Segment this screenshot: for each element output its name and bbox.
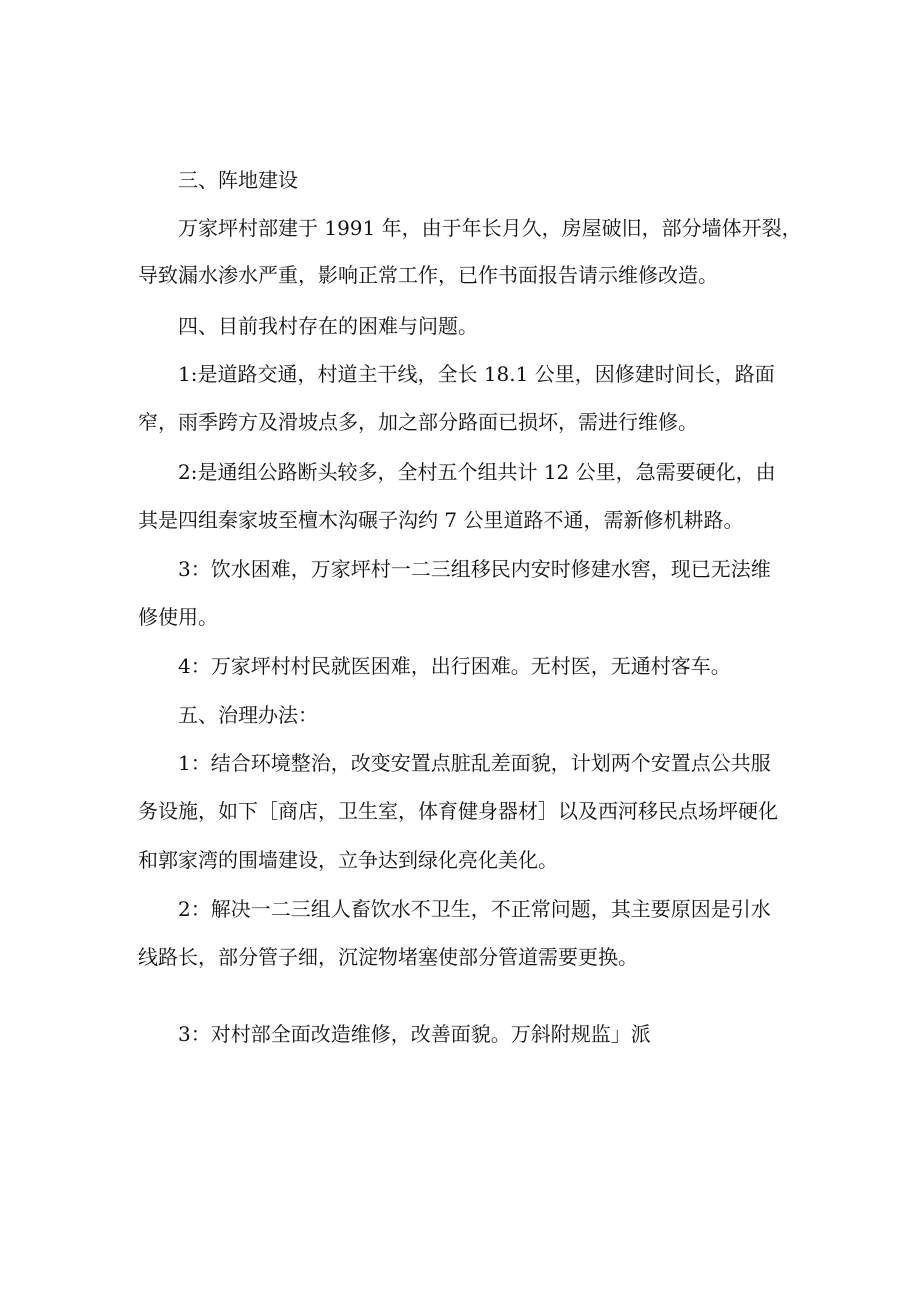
section-heading-4: 四、目前我村存在的困难与问题。 [178,314,478,338]
paragraph-line: 2：解决一二三组人畜饮水不卫生，不正常问题，其主要原因是引水 [178,897,771,921]
section-heading-3: 三、阵地建设 [178,168,298,192]
paragraph-line: 务设施，如下［商店，卫生室，体育健身器材］以及西河移民点场坪硬化 [138,799,778,823]
paragraph-line: 修使用。 [138,605,218,629]
paragraph-line: 万家坪村部建于 1991 年，由于年长月久，房屋破旧，部分墙体开裂， [178,216,802,240]
section-heading-5: 五、治理办法： [178,703,318,727]
paragraph-line: 3：对村部全面改造维修，改善面貌。万斜附规监」派 [178,1022,651,1046]
paragraph-line: 3：饮水困难，万家坪村一二三组移民内安时修建水窖，现已无法维 [178,557,771,581]
paragraph-line: 1：结合环境整治，改变安置点脏乱差面貌，计划两个安置点公共服 [178,751,771,775]
paragraph-line: 1:是道路交通，村道主干线，全长 18.1 公里，因修建时间长，路面 [178,362,775,386]
paragraph-line: 2:是通组公路断头较多，全村五个组共计 12 公里，急需要硬化，由 [178,460,776,484]
paragraph-line: 4：万家坪村村民就医困难，出行困难。无村医，无通村客车。 [178,654,731,678]
paragraph-line: 其是四组秦家坡至檀木沟碾子沟约 7 公里道路不通，需新修机耕路。 [138,508,744,532]
paragraph-line: 线路长，部分管子细，沉淀物堵塞使部分管道需要更换。 [138,945,638,969]
paragraph-line: 窄，雨季跨方及滑坡点多，加之部分路面已损坏，需进行维修。 [138,410,698,434]
paragraph-line: 导致漏水渗水严重，影响正常工作，已作书面报告请示维修改造。 [138,263,718,287]
paragraph-line: 和郭家湾的围墙建设，立争达到绿化亮化美化。 [138,848,558,872]
